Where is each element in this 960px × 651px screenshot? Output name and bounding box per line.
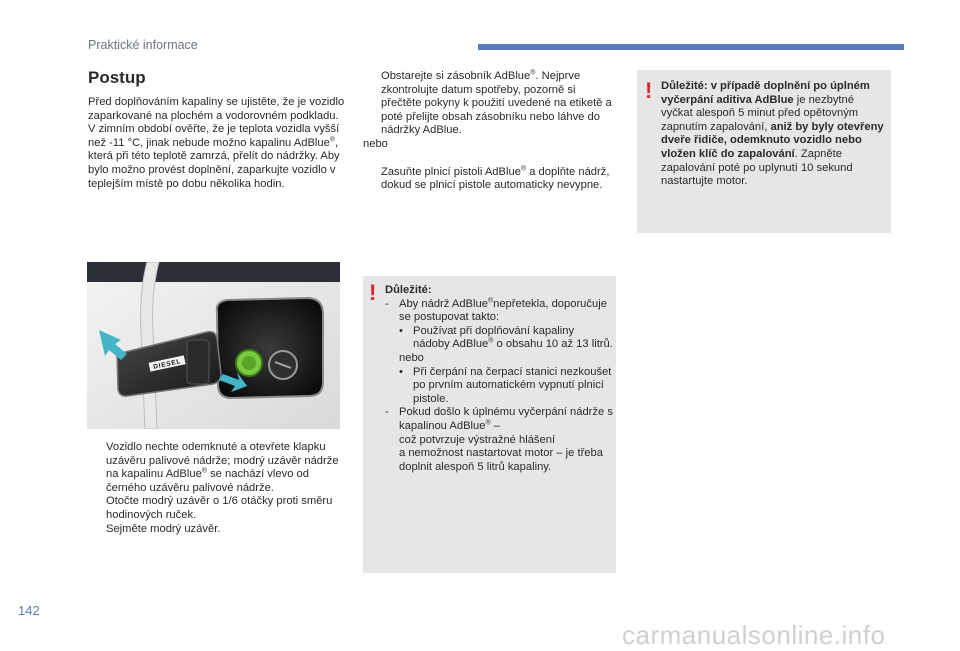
fuel-flap-photo <box>87 262 340 429</box>
diesel-label: DIESEL <box>152 358 182 371</box>
page-number: 142 <box>18 603 40 618</box>
list-item: Otočte modrý uzávěr o 1/6 otáčky proti směru hodinových ruček. <box>106 495 333 521</box>
intro-paragraph-1: Před doplňováním kapaliny se ujistěte, že je vozidlo zaparkované na plochém a vodorovném podkladu. <box>88 96 345 122</box>
warning-box-bottom <box>363 276 616 573</box>
or-text: nebo <box>363 137 388 150</box>
list-item: - Aby nádrž AdBlue®nepřetekla, doporučuje se postupovat takto: <box>385 296 607 324</box>
warning-icon: ! <box>645 78 653 103</box>
list-item: - Pokud došlo k úplnému vyčerpání nádrže s kapalinou AdBlue® – <box>385 406 613 432</box>
col1-bullet-list <box>88 441 348 536</box>
watermark: carmanualsonline.info <box>622 620 886 650</box>
header-accent-bar <box>478 44 904 50</box>
list-item: Zasuňte plnicí pistoli AdBlue® a doplňte nádrž, dokud se plnicí pistole automaticky nevypne. <box>381 164 610 192</box>
list-item: Obstarejte si zásobník AdBlue®. Nejprve zkontrolujte datum spotřeby, pozorně si přečtěte pokyny k použití uvedené na etiketě a poté přelijte obsah zásobníku nebo láhve do nádržky AdBlue. <box>381 69 612 137</box>
list-item: • Používat při doplňování kapaliny nádoby AdBlue® o obsahu 10 až 13 litrů. <box>399 324 613 351</box>
intro-text <box>88 96 348 191</box>
section-title: Postup <box>88 68 146 87</box>
warning-icon: ! <box>369 280 377 305</box>
list-item: • Při čerpání na čerpací stanici nezkoušet po prvním automatickém vypnutí plnicí pistole. <box>399 365 612 405</box>
warning-bottom-text: Důležité: - Aby nádrž AdBlue®nepřetekla, doporučuje se postupovat takto: • Používat při doplňování kapaliny nádoby AdBlue® o obsahu 10 až 13 litrů. nebo • Při čerpání na čerpací stanici nezkoušet po prvním automatickém vypnutí plnicí pistole. - Pokud došlo k úplnému vyčerpání nádrže s kapalinou AdBlue® – což potvrzuje výstražné hlášení a nemožnost nastartovat motor – je třeba doplnit alespoň 5 litrů kapaliny. <box>385 284 613 473</box>
col2-instructions <box>363 70 618 193</box>
warning-box-top <box>637 70 891 233</box>
intro-paragraph-2: V zimním období ověřte, že je teplota vozidla vyšší než -11 °C, jinak nebude možno kapalinu AdBlue®, která při této teplotě zamrzá, přelít do nádržky. Aby bylo možno provést doplnění, zaparkujte vozidlo v teplejším místě po dobu několika hodin. <box>88 123 340 190</box>
list-item: Vozidlo nechte odemknuté a otevřete klapku uzávěru palivové nádrže; modrý uzávěr nádrže na kapalinu AdBlue® se nachází vlevo od černého uzávěru palivové nádrže. <box>106 441 339 494</box>
header-title: Praktické informace <box>88 38 198 52</box>
warning-top-text: Důležité: v případě doplnění po úplném vyčerpání aditiva AdBlue je nezbytné vyčkat alespoň 5 minut před opětovným zapnutím zapalování, aniž by byly otevřeny dveře řidiče, odemknuto vozidlo nebo vložen klíč do zapalování. Zapněte zapalování poté po uplynutí 10 sekund nastartujte motor. <box>661 80 884 188</box>
list-item: Sejměte modrý uzávěr. <box>106 522 221 535</box>
